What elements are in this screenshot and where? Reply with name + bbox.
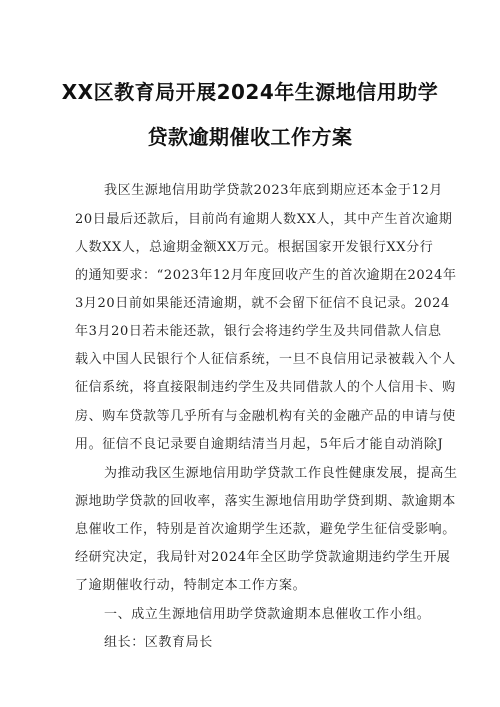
document-title-line-1: XX区教育局开展2024年生源地信用助学 xyxy=(61,80,439,104)
body-line: 人数XX人，总逾期金额XX万元。根据国家开发银行XX分行 xyxy=(75,240,434,255)
body-line: 3月20日前如果能还清逾期，就不会留下征信不良记录。2024 xyxy=(75,296,450,311)
body-line: 用。征信不良记录要自逾期结清当月起，5年后才能自动消除J xyxy=(75,437,444,452)
document-title-line-2: 贷款逾期催收工作方案 xyxy=(147,125,353,149)
body-line: 组长：区教育局长 xyxy=(104,635,213,650)
body-line: 经研究决定，我局针对2024年全区助学贷款逾期违约学生开展 xyxy=(75,550,451,565)
body-line: 载入中国人民银行个人征信系统，一旦不良信用记录被载入个人 xyxy=(75,352,456,367)
body-line: 年3月20日若未能还款，银行会将违约学生及共同借款人信息 xyxy=(75,324,442,339)
body-line: 我区生源地信用助学贷款2023年底到期应还本金于12月 xyxy=(104,183,443,198)
body-line: 为推动我区生源地信用助学贷款工作良性健康发展，提高生 xyxy=(104,466,458,481)
body-line: 的通知要求：“2023年12月年度回收产生的首次逾期在2024年 xyxy=(75,268,457,283)
section-heading: 一、成立生源地信用助学贷款逾期本息催收工作小组。 xyxy=(104,607,431,622)
body-line: 房、购车贷款等几乎所有与金融机构有关的金融产品的申请与使 xyxy=(75,409,456,424)
body-line: 息催收工作，特别是首次逾期学生还款，避免学生征信受影响。 xyxy=(75,522,456,537)
body-line: 20日最后还款后，目前尚有逾期人数XX人，其中产生首次逾期 xyxy=(75,212,453,227)
body-line: 源地助学贷款的回收率，落实生源地信用助学贷到期、款逾期本 xyxy=(75,494,456,509)
body-line: 了逾期催收行动，特制定本工作方案。 xyxy=(75,578,307,593)
body-line: 征信系统，将直接限制违约学生及共同借款人的个人信用卡、购 xyxy=(75,380,456,395)
